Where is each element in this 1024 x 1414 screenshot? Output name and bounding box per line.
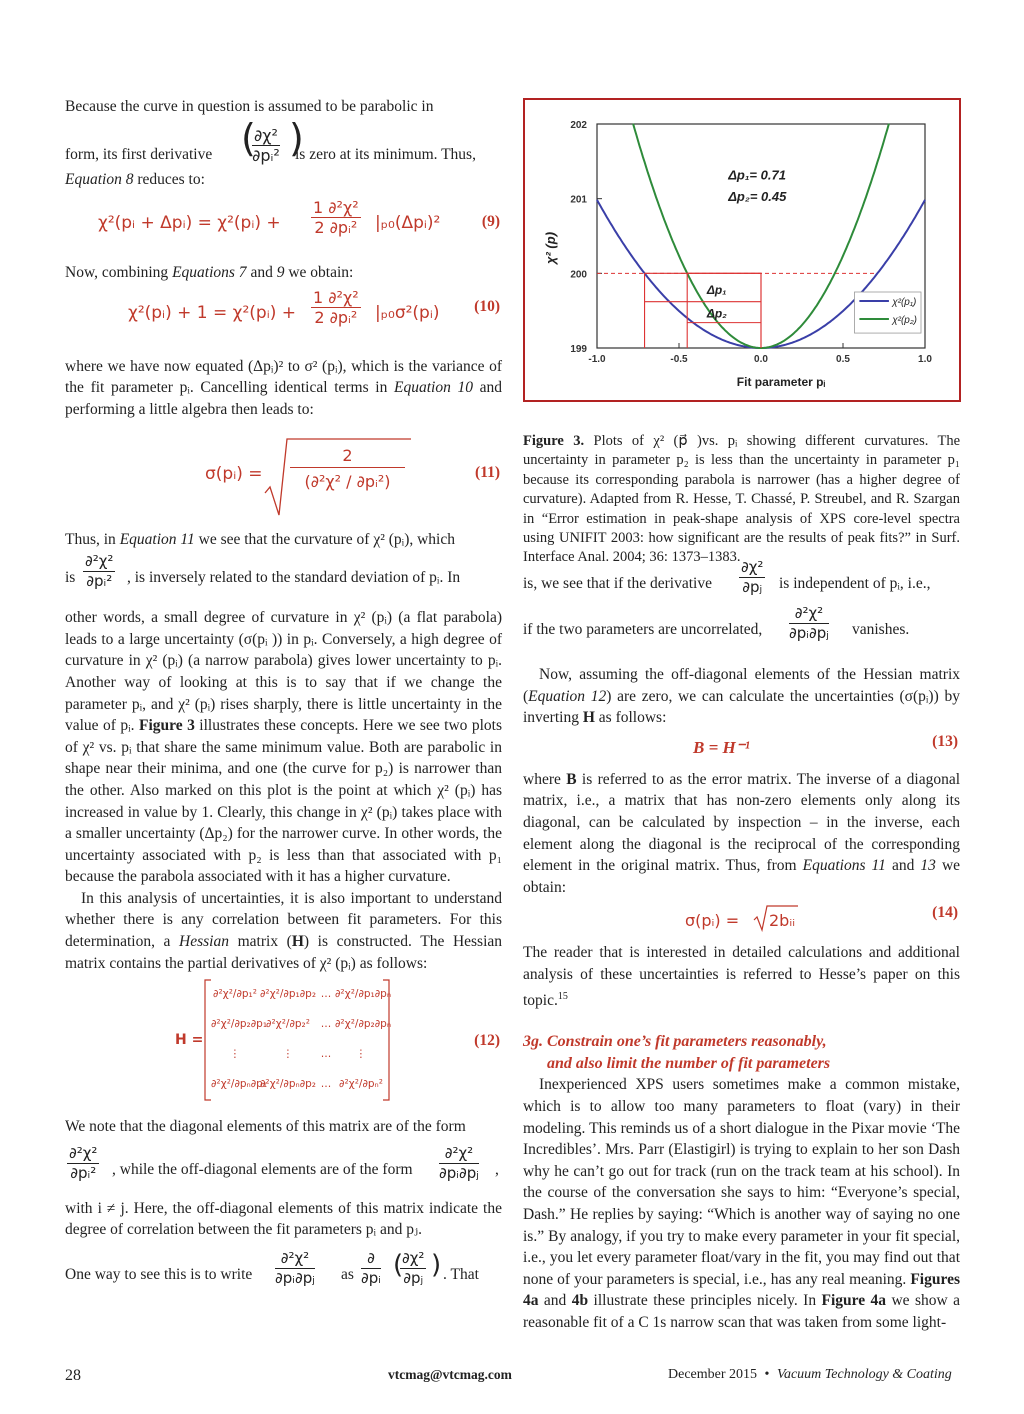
paragraph — [65, 262, 502, 284]
fraction-denominator: (∂²χ² / ∂pᵢ²) — [304, 471, 391, 491]
figure-ref: Figures 4a — [523, 1270, 960, 1310]
legend-label: χ²(p₂) — [892, 314, 918, 326]
equation-9 — [65, 196, 502, 248]
equation-lhs: σ(pᵢ) = — [205, 463, 263, 484]
equation-11 — [65, 435, 502, 521]
text: ) are zero, we can calculate the uncertainties (σ(pᵢ)) by inverting — [523, 687, 960, 727]
equation-12 — [65, 978, 502, 1104]
fraction-denominator: 2 ∂pᵢ² — [314, 218, 358, 238]
text: and — [891, 857, 915, 875]
matrix-cell: ∂²χ²/∂pₙ∂p₁ — [211, 1078, 268, 1091]
x-tick-label: 0.5 — [836, 354, 850, 365]
fraction-denominator: ∂pᵢ² — [252, 145, 280, 165]
x-tick-label: -0.5 — [670, 354, 688, 365]
y-tick-label: 199 — [570, 344, 587, 355]
text: . That — [443, 1266, 479, 1284]
text: The reader that is interested in detailed calculations and additional analysis of these uncertainties is referred to Hesse’s paper on this topic. — [523, 944, 960, 1009]
equation-ref: Equations 11 — [802, 857, 886, 875]
text: if the two parameters are uncorrelated, — [523, 621, 763, 638]
matrix-row — [211, 1010, 391, 1040]
fraction-numerator: 1 ∂²χ² — [313, 198, 359, 218]
figure-ref: 4b — [571, 1292, 589, 1310]
fraction-denominator: ∂pᵢ² — [86, 572, 113, 591]
matrix-cell: … — [320, 988, 332, 1001]
figure-3-box — [523, 98, 961, 402]
text: Thus, in — [65, 530, 116, 548]
equation-ref: Equation 11 — [119, 530, 195, 548]
fraction-numerator: ∂²χ² — [69, 1143, 98, 1162]
issue-date: December 2015 — [668, 1367, 758, 1382]
dp2-label: Δp₂ — [706, 306, 727, 321]
equation-lhs: χ²(pᵢ + Δpᵢ) = χ²(pᵢ) + — [98, 213, 281, 234]
text: , — [495, 1160, 499, 1178]
x-tick-label: 1.0 — [918, 354, 932, 365]
paragraph: We note that the diagonal elements of this matrix are of the form — [65, 1118, 466, 1136]
text: ) is constructed. The Hessian matrix contains the partial derivatives of χ² (pᵢ) as follows: — [65, 933, 503, 972]
equation-tail: |ₚ₀(Δpᵢ)² — [375, 213, 441, 234]
paragraph: Because the curve in question is assumed to be parabolic in — [65, 98, 434, 115]
fraction-denominator: 2 ∂pᵢ² — [314, 307, 358, 327]
text: is — [65, 569, 76, 587]
equation-ref: 13 — [920, 857, 936, 875]
legend-label: χ²(p₁) — [892, 296, 917, 308]
paragraph: One way to see this is to write $\frac{\text{∂²χ²}}{\text{∂pᵢ∂pⱼ}}$ as ∂ ∂pᵢ ( $\frac{\text{∂χ²}}{\text{∂pⱼ}}$ ) . That — [65, 1249, 479, 1288]
equation-ref: Equation 8 — [65, 170, 134, 188]
paragraph — [65, 1142, 502, 1188]
paragraph: form, its first derivative ( $\frac{\text{∂χ²}}{\text{∂pᵢ²}}$ ) is zero at its minimum. Thus, — [65, 115, 476, 165]
fraction-denominator: ∂pᵢ∂pⱼ — [275, 1269, 315, 1288]
fraction-denominator: ∂pᵢ∂pⱼ — [439, 1163, 479, 1182]
matrix-cell: ∂²χ²/∂p₂∂p₁ — [211, 1018, 268, 1031]
figure-3-chart — [525, 100, 959, 400]
matrix-cell: ⋮ — [355, 1048, 367, 1061]
paragraph — [523, 1074, 960, 1333]
matrix-cell: … — [320, 1048, 332, 1061]
caption-text: Plots of χ² (p⃗ )vs. pᵢ showing different curvatures. The uncertainty in parameter p₂ is less than the uncertainty in parameter p₁ because its corresponding parabola is narrower (has a higher degree of curvature). Adapted from R. Hesse, T. Chassé, P. Streubel, and R. Szargan in “Error estimation in peak-shape analysis of XPS core-level spectra using UNIFIT 2003: how significant are the results of peak fits?” in Surf. Interface Anal. 2004; 36: 1373–1383. — [523, 433, 961, 566]
equation-number: (14) — [932, 904, 958, 922]
matrix-cell: ⋮ — [282, 1048, 294, 1061]
text: is independent of pᵢ, i.e., — [779, 575, 931, 592]
matrix-cell: ∂²χ²/∂p₂² — [266, 1018, 310, 1031]
text: form, its first derivative — [65, 145, 213, 163]
text: vanishes. — [852, 621, 910, 638]
text: , is inversely related to the standard deviation of pᵢ. In — [127, 569, 461, 587]
uncertainty-box — [645, 273, 761, 348]
figure-ref: Figure 4a — [821, 1292, 887, 1310]
y-tick-label: 201 — [570, 194, 587, 206]
equation-14 — [523, 898, 960, 936]
fraction-numerator: ∂χ² — [402, 1249, 425, 1268]
text: we obtain: — [288, 264, 354, 282]
term: H — [582, 709, 595, 727]
text: Now, assuming the off-diagonal elements of the Hessian matrix ( — [523, 666, 960, 705]
paragraph — [523, 558, 960, 604]
text: matrix ( — [237, 933, 292, 951]
text: as follows: — [598, 709, 667, 727]
y-tick-label: 202 — [570, 120, 587, 131]
text: where — [523, 770, 561, 788]
fraction-numerator: 1 ∂²χ² — [313, 287, 359, 307]
text: where we have now equated (Δpᵢ)² to σ² (pᵢ), which is the variance of the fit parameter pᵢ. Cancelling identical terms in — [65, 357, 502, 397]
text: we see that the curvature of χ² (pᵢ), which — [198, 530, 455, 548]
matrix-cell: ∂²χ²/∂p₁² — [213, 988, 257, 1001]
equation-ref: Equation 10 — [393, 379, 473, 397]
text: we obtain: — [523, 857, 961, 896]
text: , while the off-diagonal elements are of the form — [112, 1160, 413, 1178]
paragraph — [65, 888, 502, 974]
term: Hessian — [179, 933, 229, 951]
x-axis-label: Fit parameter pᵢ — [736, 375, 826, 389]
footnote-ref: 15 — [557, 990, 568, 1002]
text: and — [250, 264, 273, 282]
fraction-numerator: 2 — [290, 445, 405, 468]
fraction-numerator: ∂²χ² — [439, 1144, 479, 1164]
equation-number: (11) — [475, 463, 500, 481]
fraction-denominator: ∂pⱼ — [742, 578, 763, 596]
matrix-cell: ∂²χ²/∂p₁∂p₂ — [259, 988, 317, 1001]
equation-number: (12) — [474, 1032, 500, 1050]
text: and — [543, 1292, 567, 1310]
x-tick-label: -1.0 — [588, 354, 606, 365]
fraction-numerator: ∂ — [361, 1249, 381, 1269]
fraction-denominator: ∂pⱼ — [403, 1269, 424, 1288]
equation-10 — [65, 286, 502, 338]
page-number: 28 — [65, 1367, 81, 1384]
right-column — [523, 558, 960, 1334]
text: One way to see this is to write — [65, 1266, 253, 1284]
text: illustrates these concepts. Here we see two plots of χ² vs. pᵢ that share the same minimum value. Both are parabolic in shape near their minima, and one (the curve for p₂) is narrower than the other. Also marked on this plot is the point at which χ² (pᵢ) has increased in value by 1. Clearly, this change in χ² (pᵢ) takes place with a smaller uncertainty (Δp₂) for the narrower curve. In other words, the uncertainty associated with p₂ is less than that associated with p₁ because the parabola associated with it has a higher curvature. — [65, 717, 503, 886]
heading-line: 3g. Constrain one’s fit parameters reasonably, — [523, 1033, 827, 1051]
magazine-name: Vacuum Technology & Coating — [776, 1367, 952, 1382]
equation-13 — [523, 729, 960, 769]
footer-email: vtcmag@vtcmag.com — [388, 1367, 512, 1382]
matrix-cell: ∂²χ²/∂p₁∂pₙ — [335, 988, 392, 1001]
matrix-cell: … — [320, 1018, 332, 1031]
equation-lhs: χ²(pᵢ) + 1 = χ²(pᵢ) + — [128, 302, 297, 323]
text: other words, a small degree of curvature in χ² (pᵢ) (a flat parabola) leads to a large uncertainty (σ(pᵢ )) in pᵢ. Conversely, a high degree of curvature in χ² (pᵢ) (a narrow parabola) gives lower uncertainty to pᵢ. Another way of looking at this is to say that if we change the parameter pᵢ, and χ² (pᵢ) rises sharply, there is little uncertainty in the value of pᵢ. — [65, 609, 502, 735]
section-heading — [523, 1031, 960, 1074]
paragraph — [65, 607, 502, 888]
term: H — [291, 933, 304, 951]
text: is referred to as the error matrix. The inverse of a diagonal matrix, i.e., a matrix that has non-zero elements only along its diagonal, can be calculated by inspection – in the inverse, each element along the diagonal is the reciprocal of the corresponding element in the original matrix. Thus, from — [523, 770, 961, 875]
separator: • — [764, 1367, 770, 1382]
fraction-denominator: ∂pᵢ² — [70, 1163, 97, 1182]
heading-line: and also limit the number of fit parameters — [547, 1054, 831, 1072]
fraction-denominator: ∂pᵢ — [361, 1269, 381, 1288]
term: B — [566, 770, 577, 788]
matrix-cell: ∂²χ²/∂pₙ∂p₂ — [259, 1078, 317, 1091]
paragraph — [523, 942, 960, 1011]
y-axis-label: χ² (p) — [543, 231, 558, 265]
fraction-numerator: ∂²χ² — [275, 1249, 315, 1269]
fraction-denominator: ∂pᵢ∂pⱼ — [789, 624, 829, 642]
equation-number: (13) — [932, 732, 958, 750]
fraction-numerator: ∂²χ² — [789, 604, 829, 624]
paragraph — [523, 664, 960, 729]
caption-label: Figure 3. — [523, 433, 585, 449]
text: we show a reasonable fit of a C 1s narrow scan that was taken from some light- — [523, 1292, 960, 1331]
equation-ref: 9 — [276, 264, 285, 282]
paragraph — [65, 529, 502, 551]
matrix-cell: … — [320, 1078, 332, 1091]
matrix-row — [211, 980, 391, 1010]
left-column — [65, 93, 502, 1295]
equation-number: (10) — [474, 297, 500, 315]
fraction-numerator: ∂χ² — [254, 125, 278, 145]
text: Inexperienced XPS users sometimes make a common mistake, which is to allow too many parameters to float (vary) in their modeling. This reminds us of a short dialogue in the Pixar movie ‘The Incredibles’. Mrs. Parr (Elastigirl) is trying to explain to her son Dash why he can’t go out for track (run on the track team at his school). In the course of the conversation she says to him: “Everyone’s special, Dash.” He replies by saying: “Which is another way of saying no one is.” By analogy, if you try to make every parameter in your fit special, i.e., you let every parameter float/vary in the fit, you may find out that none of your parameters is special, i.e., has any real meaning. — [523, 1076, 960, 1288]
paragraph — [523, 769, 960, 899]
dp1-label: Δp₁ — [706, 283, 727, 298]
fraction-numerator: ∂χ² — [741, 558, 764, 576]
paragraph — [65, 550, 502, 596]
matrix-cell: ∂²χ²/∂pₙ² — [339, 1078, 383, 1091]
matrix-label: H = — [175, 1032, 204, 1049]
y-tick-label: 200 — [570, 269, 587, 281]
text: In this analysis of uncertainties, it is also important to understand whether there is any correlation between fit parameters. For this determination, a — [65, 889, 502, 951]
text: is zero at its minimum. Thus, — [295, 145, 476, 163]
equation-ref: Equations 7 — [172, 264, 247, 282]
figure-3-caption — [523, 432, 960, 568]
paragraph — [65, 356, 502, 421]
equation-lhs: σ(pᵢ) = — [685, 911, 740, 931]
equation-ref: Equation 12 — [528, 687, 607, 705]
footer-issue — [668, 1367, 952, 1383]
x-tick-label: 0.0 — [754, 354, 768, 365]
annotation: Δp₁= 0.71 — [728, 167, 786, 183]
matrix-cell: ∂²χ²/∂p₂∂pₙ — [335, 1018, 392, 1031]
figure-ref: Figure 3 — [139, 717, 195, 735]
text: as — [341, 1266, 354, 1284]
matrix-row — [211, 1070, 391, 1100]
text: and performing a little algebra then leads to: — [65, 379, 503, 418]
text: Now, combining — [65, 264, 169, 282]
matrix-row — [211, 1040, 391, 1070]
text: reduces to: — [137, 170, 205, 188]
text: illustrate these principles nicely. In — [593, 1292, 817, 1310]
text: is, we see that if the derivative — [523, 575, 712, 592]
equation-tail: |ₚ₀σ²(pᵢ) — [375, 302, 440, 323]
radicand: 2bᵢᵢ — [769, 911, 796, 931]
paragraph: with i ≠ j. Here, the off-diagonal elements of this matrix indicate the degree of correlation between the fit parameters pᵢ and pⱼ. — [65, 1199, 502, 1239]
equation-number: (9) — [481, 213, 500, 231]
paragraph — [523, 604, 960, 652]
matrix-grid — [211, 980, 391, 1100]
matrix-cell: ⋮ — [229, 1048, 241, 1061]
fraction-numerator: ∂²χ² — [85, 552, 114, 571]
annotation: Δp₂= 0.45 — [728, 188, 787, 204]
equation-body: B = H⁻¹ — [693, 737, 750, 757]
